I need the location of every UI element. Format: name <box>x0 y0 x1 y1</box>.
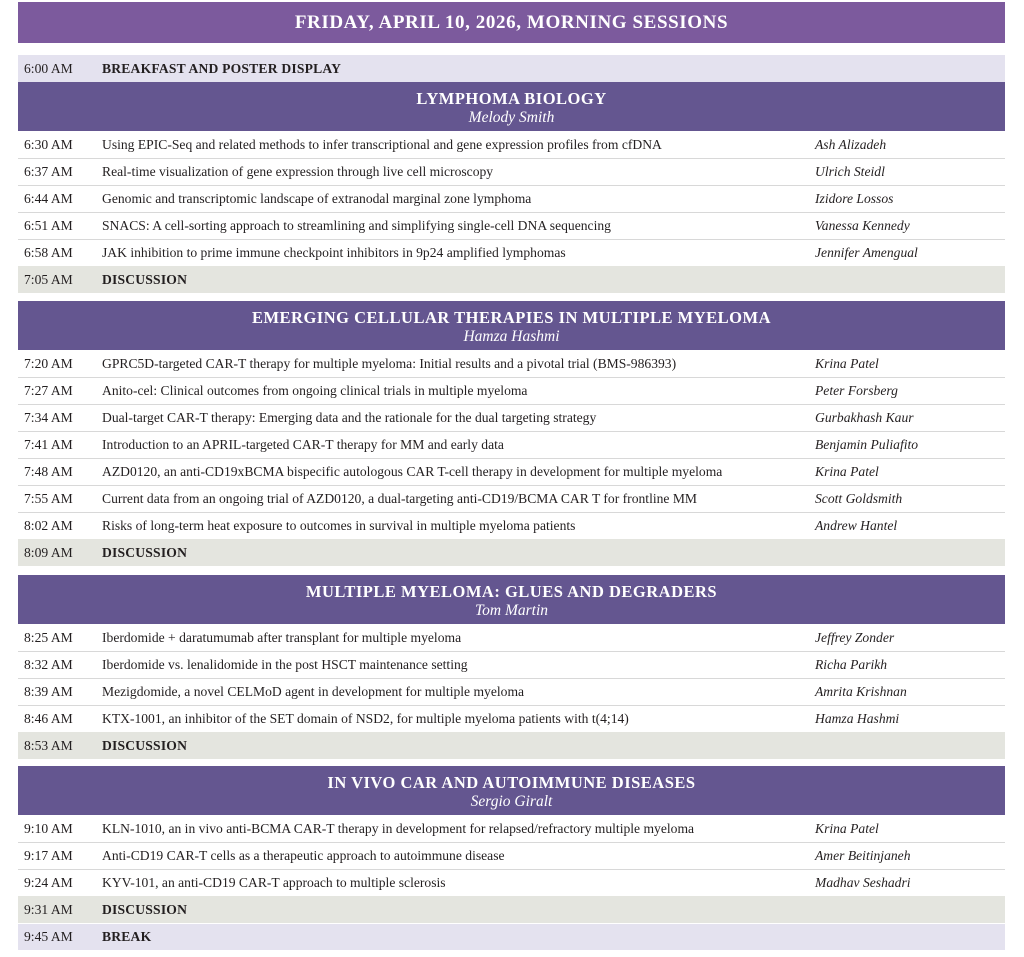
talk-title: Using EPIC-Seq and related methods to infer transcriptional and gene expression profiles from cfDNA <box>102 136 662 152</box>
discussion-label: DISCUSSION <box>102 901 188 917</box>
session-in-vivo-car <box>18 766 1005 950</box>
speaker: Jeffrey Zonder <box>815 629 895 645</box>
time: 8:46 AM <box>24 711 73 726</box>
break-row <box>18 923 1005 950</box>
session-header <box>18 301 1005 350</box>
opening-block <box>18 55 1005 82</box>
opening-row <box>18 55 1005 82</box>
talk-title: Genomic and transcriptomic landscape of extranodal marginal zone lymphoma <box>102 191 532 206</box>
time: 7:20 AM <box>24 355 73 371</box>
speaker: Andrew Hantel <box>815 518 898 533</box>
time: 9:17 AM <box>24 848 73 863</box>
time: 6:00 AM <box>24 60 73 76</box>
discussion-label: DISCUSSION <box>102 737 188 753</box>
speaker: Benjamin Puliafito <box>815 437 919 452</box>
time: 6:44 AM <box>24 191 73 206</box>
opening-label: BREAKFAST AND POSTER DISPLAY <box>102 60 342 76</box>
talk-row <box>18 431 1005 458</box>
day-header: FRIDAY, APRIL 10, 2026, MORNING SESSIONS <box>18 2 1005 43</box>
talk-row <box>18 815 1005 842</box>
talk-row <box>18 350 1005 377</box>
time: 8:02 AM <box>24 518 73 533</box>
break-label: BREAK <box>102 929 152 944</box>
session-title: IN VIVO CAR AND AUTOIMMUNE DISEASES <box>327 773 696 792</box>
speaker: Krina Patel <box>815 820 879 836</box>
session-header <box>18 82 1005 131</box>
discussion-row <box>18 539 1005 566</box>
talk-title: KLN-1010, an in vivo anti-BCMA CAR-T therapy in development for relapsed/refractory multiple myeloma <box>102 820 695 836</box>
time: 9:10 AM <box>24 820 73 836</box>
speaker: Hamza Hashmi <box>815 711 900 726</box>
time: 6:58 AM <box>24 245 73 260</box>
talk-row <box>18 239 1005 266</box>
time: 8:25 AM <box>24 629 73 645</box>
talk-title: KYV-101, an anti-CD19 CAR-T approach to multiple sclerosis <box>102 875 446 890</box>
discussion-row <box>18 896 1005 923</box>
talk-row <box>18 869 1005 896</box>
time: 6:51 AM <box>24 218 73 233</box>
talk-title: Mezigdomide, a novel CELMoD agent in development for multiple myeloma <box>102 684 525 699</box>
time: 8:09 AM <box>24 544 73 560</box>
talk-title: Current data from an ongoing trial of AZD0120, a dual-targeting anti-CD19/BCMA CAR T for frontline MM <box>102 491 698 506</box>
time: 7:48 AM <box>24 464 73 479</box>
time: 9:45 AM <box>24 929 73 944</box>
talk-title: Risks of long-term heat exposure to outcomes in survival in multiple myeloma patients <box>102 518 576 533</box>
session-header <box>18 575 1005 624</box>
speaker: Scott Goldsmith <box>815 491 903 506</box>
talk-title: AZD0120, an anti-CD19xBCMA bispecific autologous CAR T-cell therapy in development for multiple myeloma <box>102 464 723 479</box>
talk-row <box>18 131 1005 158</box>
time: 6:37 AM <box>24 164 73 179</box>
speaker: Madhav Seshadri <box>815 875 911 890</box>
time: 7:34 AM <box>24 410 73 425</box>
time: 9:24 AM <box>24 875 73 890</box>
session-cellular-therapies <box>18 301 1005 566</box>
session-lymphoma-biology <box>18 82 1005 293</box>
talk-title: KTX-1001, an inhibitor of the SET domain of NSD2, for multiple myeloma patients with t(4;14) <box>102 711 629 726</box>
talk-row <box>18 458 1005 485</box>
talk-row <box>18 624 1005 651</box>
speaker: Ulrich Steidl <box>815 164 885 179</box>
session-header <box>18 766 1005 815</box>
time: 9:31 AM <box>24 901 73 917</box>
time: 7:05 AM <box>24 271 73 287</box>
talk-row <box>18 404 1005 431</box>
speaker: Krina Patel <box>815 355 879 371</box>
speaker: Richa Parikh <box>815 657 888 672</box>
talk-title: Introduction to an APRIL-targeted CAR-T therapy for MM and early data <box>102 437 504 452</box>
speaker: Amrita Krishnan <box>815 684 907 699</box>
time: 8:32 AM <box>24 657 73 672</box>
session-chair: Hamza Hashmi <box>463 328 560 345</box>
talk-row <box>18 212 1005 239</box>
talk-row <box>18 705 1005 732</box>
session-title: MULTIPLE MYELOMA: GLUES AND DEGRADERS <box>305 582 718 601</box>
discussion-label: DISCUSSION <box>102 544 188 560</box>
talk-title: GPRC5D-targeted CAR-T therapy for multiple myeloma: Initial results and a pivotal trial (BMS-986393) <box>102 355 677 371</box>
time: 7:27 AM <box>24 383 73 398</box>
time: 7:55 AM <box>24 491 73 506</box>
session-chair: Melody Smith <box>468 109 555 126</box>
time: 6:30 AM <box>24 136 73 152</box>
session-chair: Sergio Giralt <box>470 793 553 810</box>
discussion-label: DISCUSSION <box>102 271 188 287</box>
talk-row <box>18 842 1005 869</box>
talk-title: Iberdomide + daratumumab after transplant for multiple myeloma <box>102 629 462 645</box>
speaker: Krina Patel <box>815 464 879 479</box>
talk-title: Anti-CD19 CAR-T cells as a therapeutic approach to autoimmune disease <box>102 848 505 863</box>
talk-row <box>18 485 1005 512</box>
session-glues-degraders <box>18 575 1005 759</box>
session-chair: Tom Martin <box>474 602 549 619</box>
session-title: EMERGING CELLULAR THERAPIES IN MULTIPLE MYELOMA <box>251 308 772 327</box>
speaker: Izidore Lossos <box>815 191 894 206</box>
talk-title: Iberdomide vs. lenalidomide in the post HSCT maintenance setting <box>102 657 468 672</box>
discussion-row <box>18 732 1005 759</box>
talk-title: Dual-target CAR-T therapy: Emerging data and the rationale for the dual targeting strategy <box>102 410 597 425</box>
session-title: LYMPHOMA BIOLOGY <box>416 89 607 108</box>
talk-title: Anito-cel: Clinical outcomes from ongoing clinical trials in multiple myeloma <box>102 383 528 398</box>
talk-row <box>18 512 1005 539</box>
time: 8:39 AM <box>24 684 73 699</box>
speaker: Peter Forsberg <box>815 383 898 398</box>
talk-row <box>18 678 1005 705</box>
talk-row <box>18 158 1005 185</box>
talk-row <box>18 185 1005 212</box>
speaker: Vanessa Kennedy <box>815 218 910 233</box>
time: 7:41 AM <box>24 437 73 452</box>
talk-title: JAK inhibition to prime immune checkpoint inhibitors in 9p24 amplified lymphomas <box>102 245 566 260</box>
talk-title: SNACS: A cell-sorting approach to streamlining and simplifying single-cell DNA sequencing <box>102 218 611 233</box>
talk-row <box>18 651 1005 678</box>
speaker: Jennifer Amengual <box>815 245 918 260</box>
talk-title: Real-time visualization of gene expression through live cell microscopy <box>102 164 494 179</box>
speaker: Gurbakhash Kaur <box>815 410 914 425</box>
speaker: Ash Alizadeh <box>815 136 887 152</box>
talk-row <box>18 377 1005 404</box>
time: 8:53 AM <box>24 737 73 753</box>
speaker: Amer Beitinjaneh <box>815 848 911 863</box>
discussion-row <box>18 266 1005 293</box>
